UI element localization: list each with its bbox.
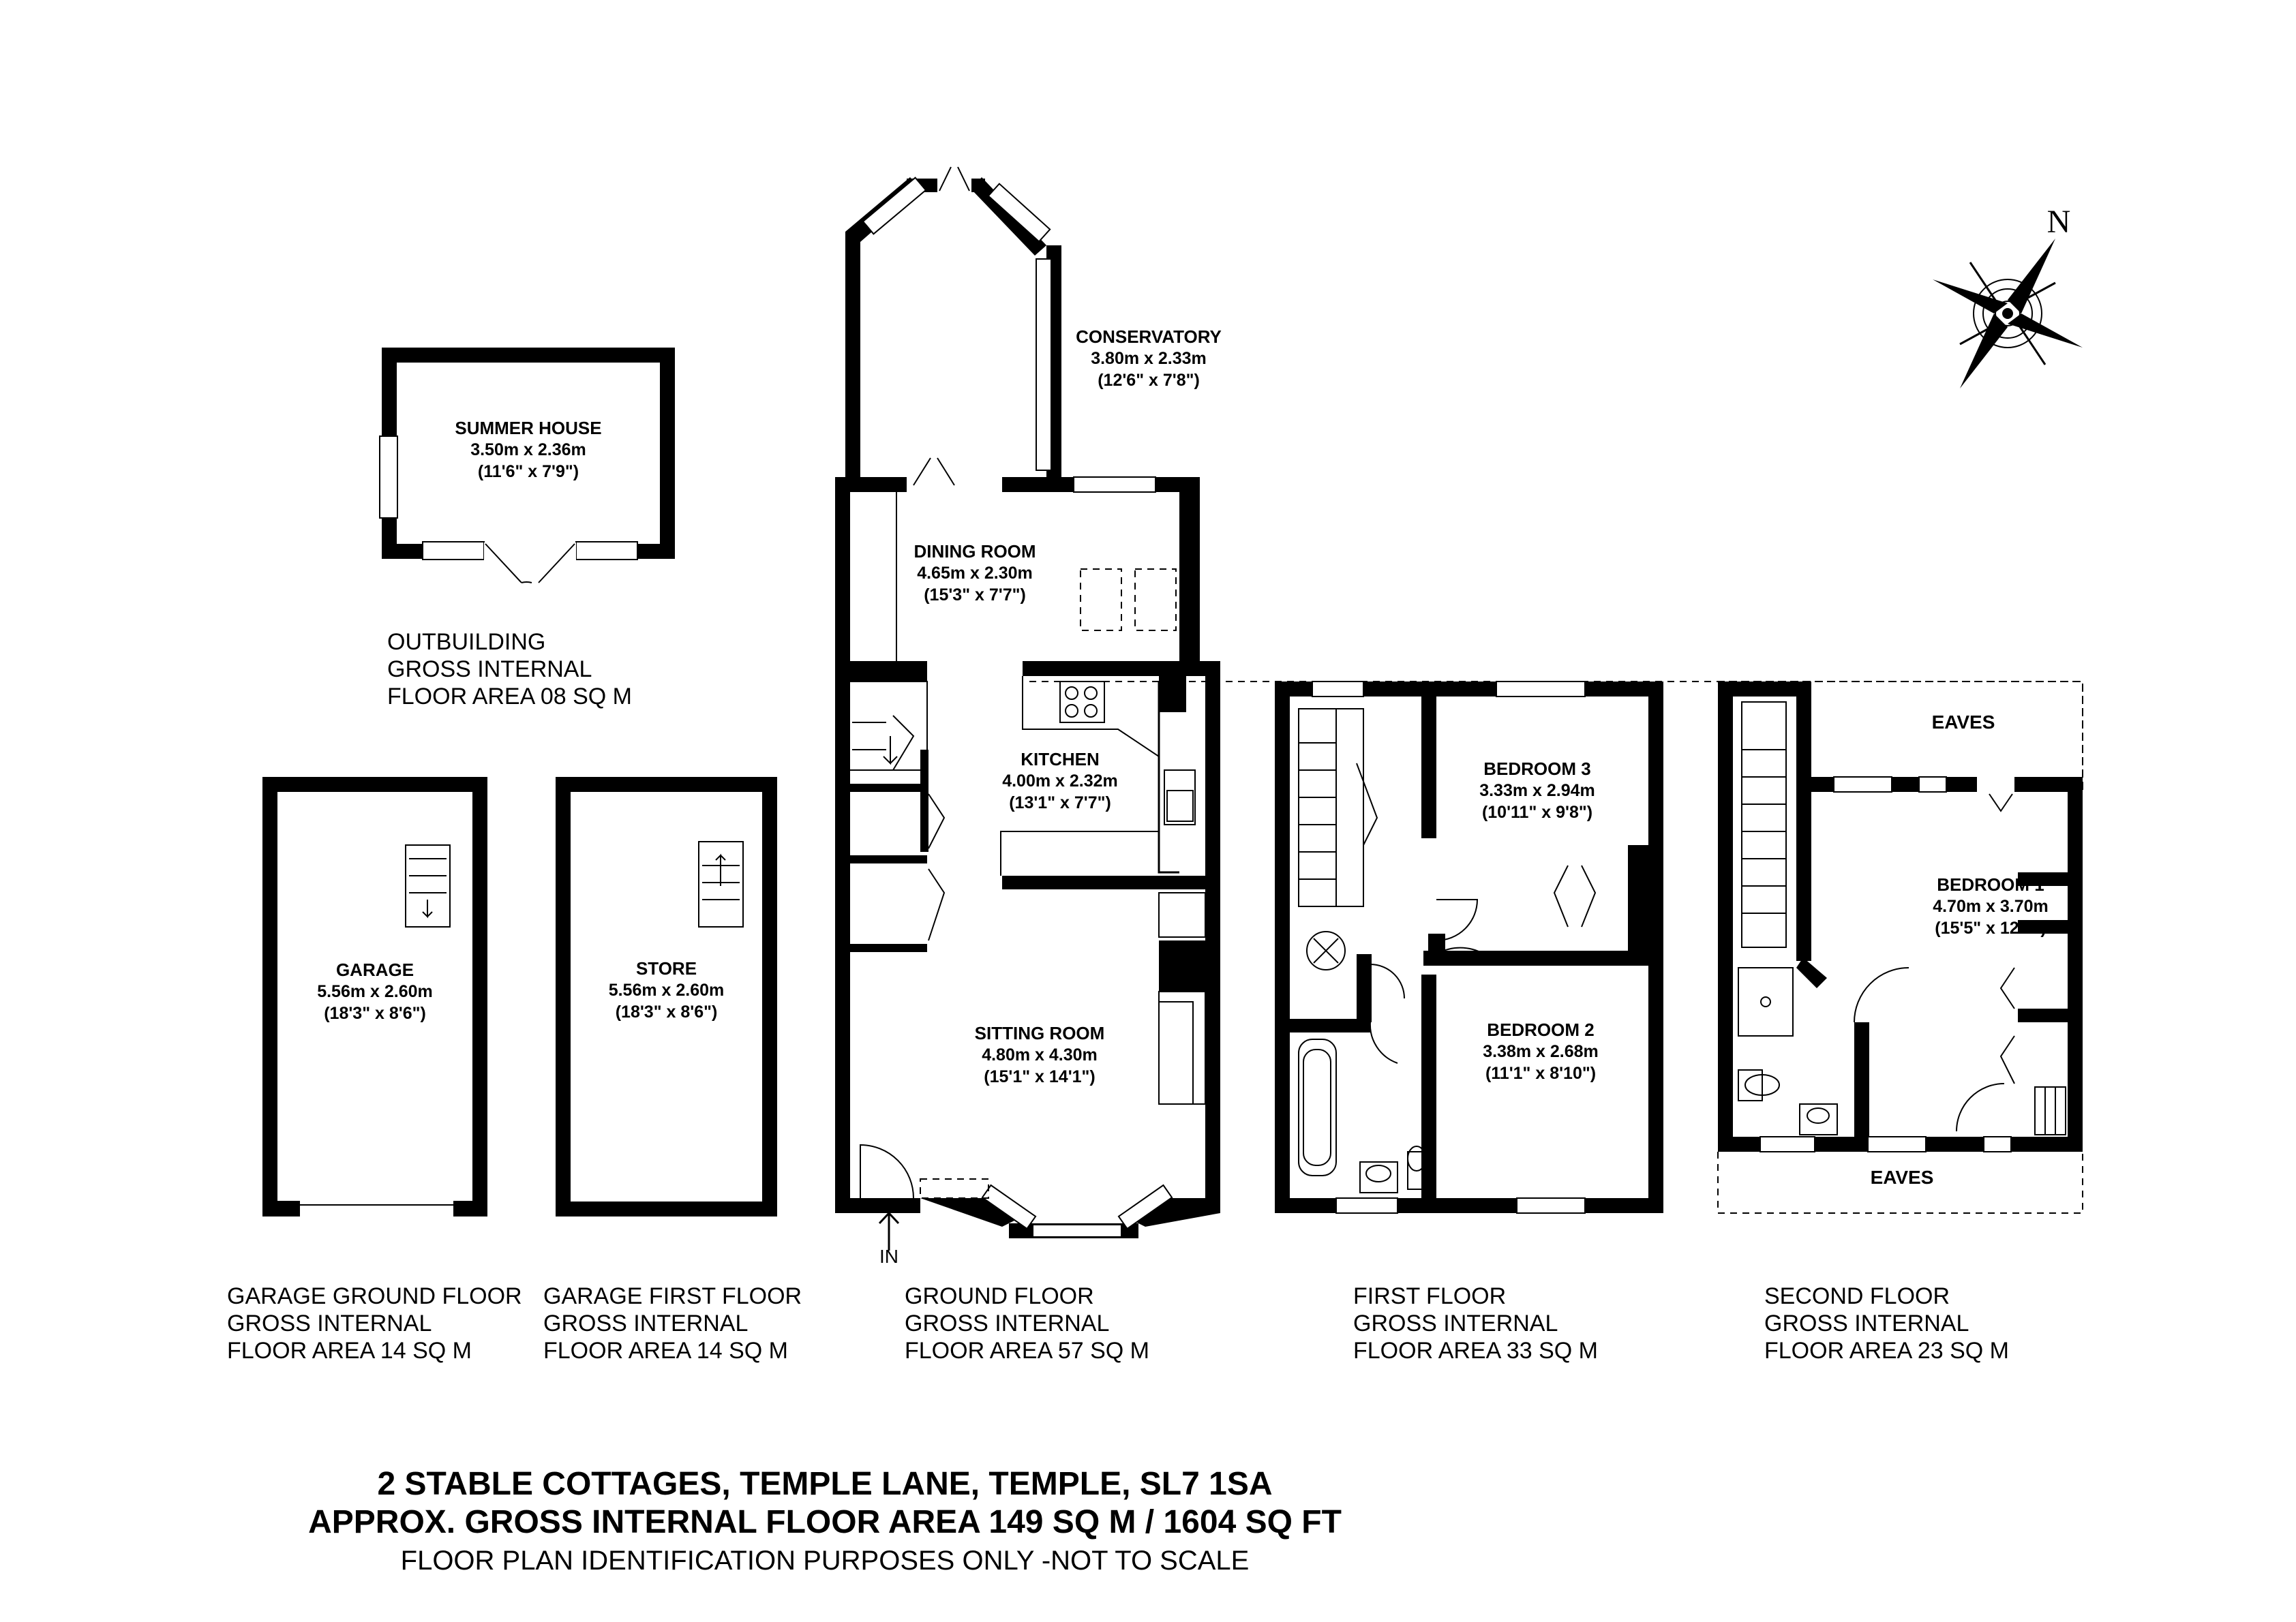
garage-label (280, 959, 470, 1024)
area-line: GROSS INTERNAL (387, 656, 592, 682)
room-name: KITCHEN (1021, 749, 1100, 769)
room-name: DINING ROOM (913, 541, 1036, 562)
area-line: FLOOR AREA 08 SQ M (387, 684, 633, 709)
room-dimensions-metric: 5.56m x 2.60m (608, 981, 725, 1000)
area-line: GARAGE GROUND FLOOR (227, 1283, 522, 1309)
bedroom-1-label (1895, 874, 2086, 939)
room-dimensions-metric: 3.50m x 2.36m (470, 440, 586, 459)
north-compass-icon (1933, 239, 2083, 388)
area-line: FLOOR AREA 33 SQ M (1353, 1338, 1599, 1364)
area-line: GROUND FLOOR (905, 1283, 1094, 1309)
room-dimensions-imperial: (15'3" x 7'7") (924, 585, 1026, 605)
area-line: OUTBUILDING (387, 629, 546, 655)
eaves-label-top: EAVES (1931, 711, 1995, 733)
entrance-label: IN (879, 1246, 898, 1267)
bedroom-2-label (1438, 1019, 1643, 1084)
room-dimensions-imperial: (18'3" x 8'6") (324, 1004, 426, 1023)
area-line: FLOOR AREA 14 SQ M (227, 1338, 472, 1364)
room-name: SITTING ROOM (974, 1023, 1105, 1043)
room-name: GARAGE (335, 960, 414, 980)
summer-house-label (402, 417, 654, 483)
sitting-room-label (931, 1022, 1149, 1088)
room-dimensions-imperial: (12'6" x 7'8") (1098, 371, 1200, 390)
area-line: GROSS INTERNAL (1353, 1311, 1558, 1336)
store-label (573, 958, 760, 1023)
dining-room-label (866, 540, 1084, 606)
garage-ground-floor-area (227, 1283, 522, 1364)
disclaimer: FLOOR PLAN IDENTIFICATION PURPOSES ONLY -NOT TO SCALE (400, 1546, 1250, 1576)
room-name: BEDROOM 1 (1937, 874, 2044, 895)
room-dimensions-metric: 4.65m x 2.30m (917, 564, 1033, 583)
room-dimensions-imperial: (11'1" x 8'10") (1485, 1064, 1597, 1083)
room-dimensions-imperial: (10'11" x 9'8") (1481, 803, 1593, 822)
room-dimensions-metric: 4.80m x 4.30m (982, 1045, 1098, 1065)
area-line: FLOOR AREA 57 SQ M (905, 1338, 1150, 1364)
conservatory-plan (845, 167, 1061, 477)
kitchen-label (954, 748, 1166, 814)
second-floor-area (1764, 1283, 2009, 1364)
total-floor-area: APPROX. GROSS INTERNAL FLOOR AREA 149 SQ M / 1604 SQ FT (308, 1504, 1342, 1540)
property-address: 2 STABLE COTTAGES, TEMPLE LANE, TEMPLE, SL7 1SA (377, 1466, 1273, 1502)
room-dimensions-metric: 3.38m x 2.68m (1483, 1042, 1599, 1061)
area-line: GROSS INTERNAL (543, 1311, 749, 1336)
north-label: N (2046, 204, 2071, 240)
area-line: GROSS INTERNAL (905, 1311, 1110, 1336)
room-dimensions-imperial: (13'1" x 7'7") (1009, 793, 1111, 812)
garage-first-floor-area (543, 1283, 802, 1364)
area-line: SECOND FLOOR (1764, 1283, 1950, 1309)
room-name: BEDROOM 3 (1483, 759, 1591, 779)
room-dimensions-imperial: (11'6" x 7'9") (477, 462, 579, 481)
room-dimensions-metric: 3.33m x 2.94m (1479, 781, 1595, 800)
room-name: BEDROOM 2 (1487, 1020, 1595, 1040)
eaves-label-bottom: EAVES (1870, 1167, 1934, 1188)
title-block (0, 1465, 1650, 1580)
room-dimensions-imperial: (15'1" x 14'1") (984, 1067, 1096, 1086)
outbuilding-area (387, 628, 632, 710)
area-line: FLOOR AREA 14 SQ M (543, 1338, 789, 1364)
room-name: SUMMER HOUSE (455, 418, 602, 438)
bedroom-3-label (1438, 758, 1636, 823)
room-dimensions-imperial: (15'5" x 12'2") (1935, 919, 2046, 938)
first-floor-area (1353, 1283, 1598, 1364)
room-dimensions-imperial: (18'3" x 8'6") (615, 1003, 718, 1022)
room-dimensions-metric: 3.80m x 2.33m (1091, 349, 1207, 368)
area-line: GARAGE FIRST FLOOR (543, 1283, 802, 1309)
ground-floor-area (905, 1283, 1149, 1364)
conservatory-label (1046, 326, 1251, 391)
area-line: FIRST FLOOR (1353, 1283, 1507, 1309)
area-line: GROSS INTERNAL (1764, 1311, 1969, 1336)
area-line: FLOOR AREA 23 SQ M (1764, 1338, 2010, 1364)
room-dimensions-metric: 4.00m x 2.32m (1002, 771, 1118, 791)
room-dimensions-metric: 5.56m x 2.60m (317, 982, 433, 1001)
room-name: STORE (635, 958, 697, 979)
room-dimensions-metric: 4.70m x 3.70m (1933, 897, 2049, 916)
room-name: CONSERVATORY (1076, 326, 1222, 347)
area-line: GROSS INTERNAL (227, 1311, 432, 1336)
